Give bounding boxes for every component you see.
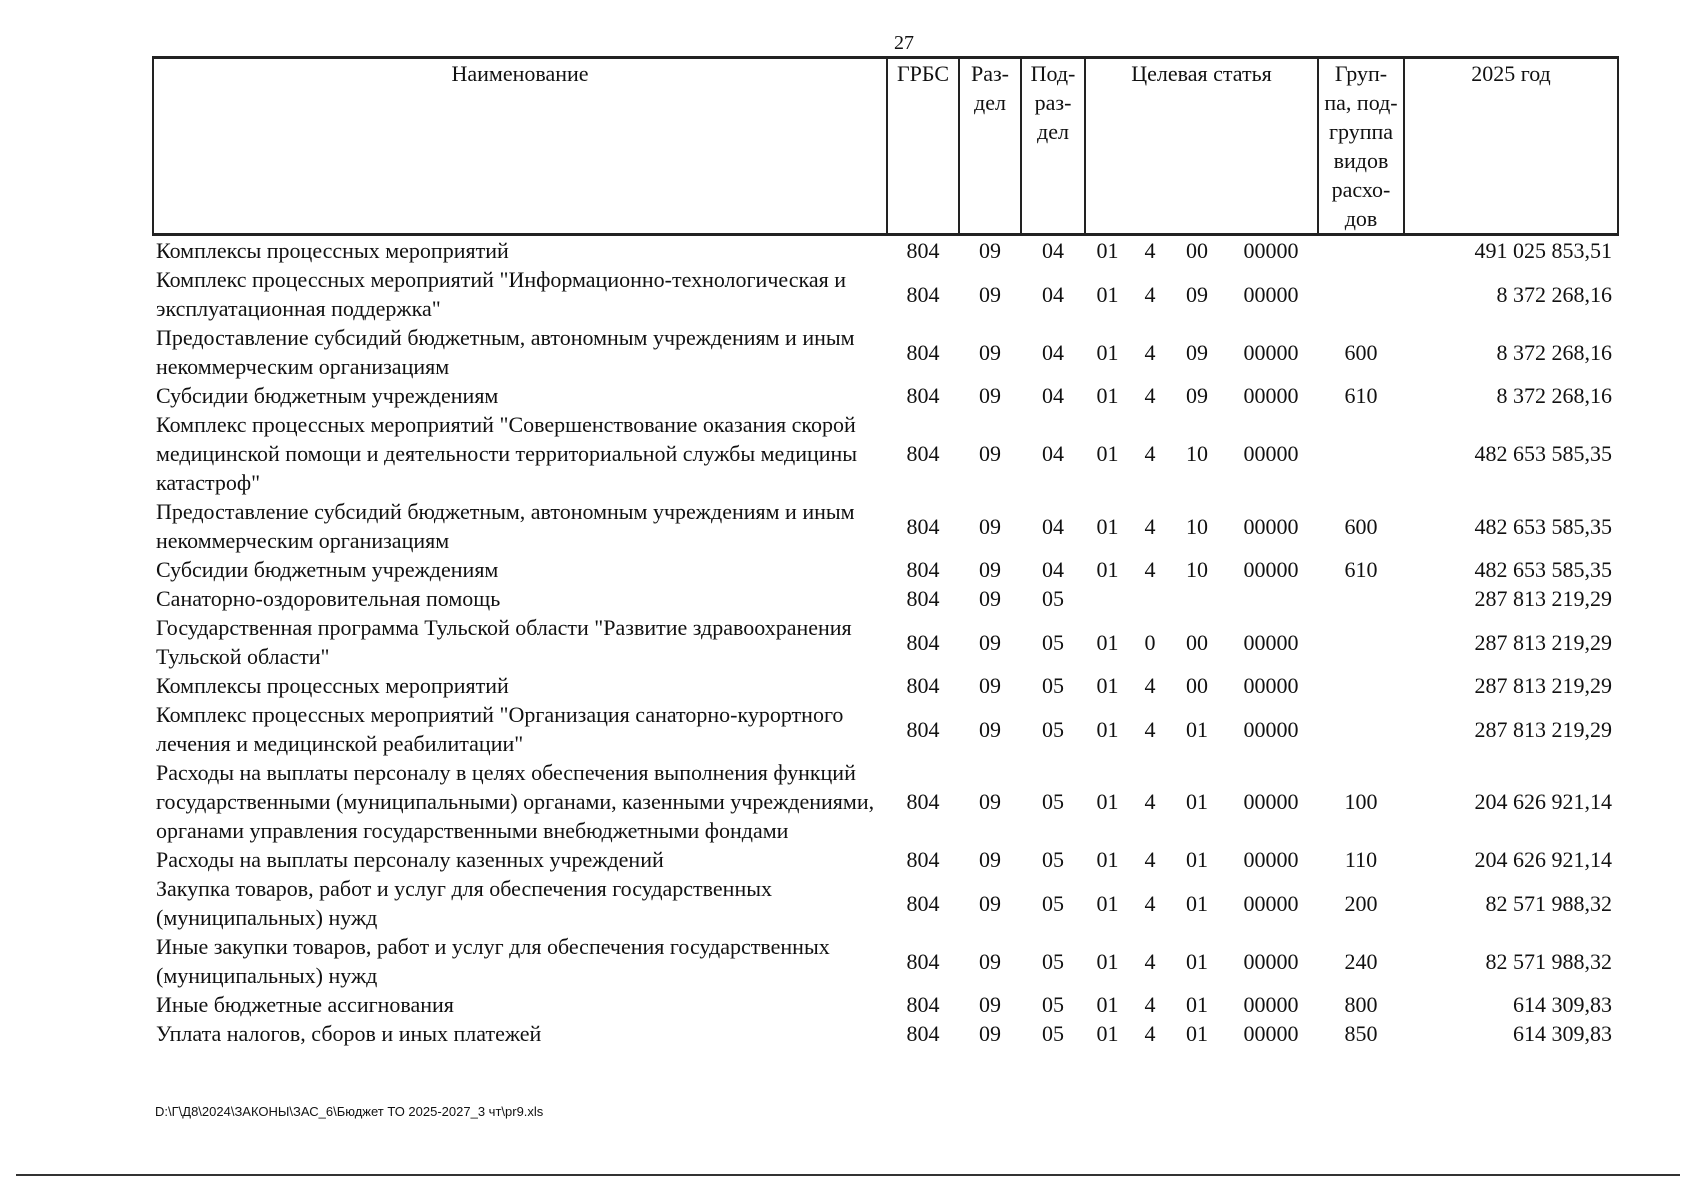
cell-target-program: 01 [1096,557,1119,582]
cell-podrazdel: 05 [1042,1021,1064,1046]
cell-podrazdel: 05 [1042,716,1064,742]
col-header-razdel: Раз- дел [959,58,1021,235]
cell-target-subprogram: 00 [1186,673,1208,698]
cell-grbs: 804 [906,238,940,263]
table-row [153,700,1618,758]
cell-expense-group [1318,265,1404,323]
cell-razdel: 09 [979,948,1001,974]
footer-file-path: D:\Г\Д8\2024\ЗАКОНЫ\ЗАС_6\Бюджет ТО 2025-2027_3 чт\pr9.xls [155,1104,544,1119]
cell-podrazdel: 04 [1042,557,1064,582]
cell-expense-group [1318,700,1404,758]
cell-target-direction: 00000 [1243,789,1299,814]
cell-target-program: 01 [1096,1021,1119,1046]
table-row [153,671,1618,700]
cell-target-program: 01 [1096,441,1119,466]
cell-target-direction: 00000 [1243,557,1299,582]
table-row [153,1019,1618,1048]
cell-target-type: 0 [1144,629,1156,655]
cell-target-direction: 00000 [1243,673,1299,698]
cell-amount-2025: 287 813 219,29 [1474,716,1612,742]
cell-target-type: 4 [1144,673,1156,698]
cell-target-type: 4 [1144,281,1156,307]
table-row [153,613,1618,671]
cell-target-program: 01 [1096,847,1119,872]
col-header-name: Наименование [153,58,887,235]
cell-podrazdel: 04 [1042,281,1064,307]
cell-grbs: 804 [906,948,940,974]
table-row [153,874,1618,932]
cell-target-program: 01 [1096,673,1119,698]
cell-target-type: 4 [1144,513,1156,539]
cell-target-program: 01 [1096,281,1119,307]
table-row [153,323,1618,381]
cell-name: Иные закупки товаров, работ и услуг для обеспечения государственных (муниципальных) нужд [156,934,830,988]
cell-target-direction: 00000 [1243,339,1299,365]
cell-podrazdel: 05 [1042,890,1064,916]
cell-razdel: 09 [979,238,1001,263]
cell-target-type: 4 [1144,847,1156,872]
cell-expense-group: 610 [1344,557,1378,582]
table-row [153,410,1618,497]
cell-razdel: 09 [979,716,1001,742]
cell-target-subprogram: 01 [1186,789,1208,814]
col-header-year: 2025 год [1404,58,1618,235]
cell-name: Комплексы процессных мероприятий [156,673,509,698]
cell-expense-group [1318,235,1404,266]
cell-grbs: 804 [906,1021,940,1046]
cell-target-type: 4 [1144,383,1156,408]
cell-podrazdel: 04 [1042,513,1064,539]
cell-grbs: 804 [906,557,940,582]
cell-razdel: 09 [979,1021,1001,1046]
cell-amount-2025: 8 372 268,16 [1496,339,1612,365]
cell-target-program: 01 [1096,948,1119,974]
cell-razdel: 09 [979,629,1001,655]
cell-name: Комплекс процессных мероприятий "Совершенствование оказания скорой медицинской помощи и деятельности территориальной службы медицины катастроф" [156,412,858,495]
cell-target-subprogram: 09 [1186,339,1208,365]
cell-grbs: 804 [906,586,940,611]
cell-target-program: 01 [1096,513,1119,539]
cell-expense-group: 800 [1344,992,1378,1017]
cell-name: Санаторно-оздоровительная помощь [156,586,501,611]
cell-expense-group: 110 [1344,847,1378,872]
cell-target-subprogram: 01 [1186,1021,1208,1046]
cell-grbs: 804 [906,441,940,466]
table-row [153,555,1618,584]
cell-target-subprogram: 01 [1186,890,1208,916]
cell-razdel: 09 [979,513,1001,539]
cell-razdel: 09 [979,673,1001,698]
table-row [153,381,1618,410]
cell-target-type: 4 [1144,716,1156,742]
cell-target-subprogram: 01 [1186,992,1208,1017]
cell-name: Комплексы процессных мероприятий [156,238,509,263]
cell-target-program: 01 [1096,992,1119,1017]
cell-name: Расходы на выплаты персоналу казенных учреждений [156,847,664,872]
cell-razdel: 09 [979,586,1001,611]
cell-grbs: 804 [906,716,940,742]
cell-target-program: 01 [1096,238,1119,263]
cell-amount-2025: 287 813 219,29 [1474,586,1612,611]
cell-target-type: 4 [1144,339,1156,365]
cell-target-direction: 00000 [1243,513,1299,539]
cell-razdel: 09 [979,339,1001,365]
cell-grbs: 804 [906,281,940,307]
cell-target-subprogram: 10 [1186,513,1208,539]
cell-target-program: 01 [1096,629,1119,655]
cell-expense-group: 200 [1344,890,1378,916]
cell-razdel: 09 [979,383,1001,408]
cell-target-program: 01 [1096,789,1119,814]
cell-name: Уплата налогов, сборов и иных платежей [156,1021,542,1046]
cell-target-direction [1224,584,1318,613]
col-header-podrazdel: Под- раз- дел [1021,58,1085,235]
cell-amount-2025: 204 626 921,14 [1474,789,1612,814]
cell-razdel: 09 [979,890,1001,916]
cell-target-program: 01 [1096,890,1119,916]
cell-grbs: 804 [906,789,940,814]
cell-amount-2025: 287 813 219,29 [1474,673,1612,698]
cell-expense-group [1318,410,1404,497]
cell-grbs: 804 [906,992,940,1017]
table-row [153,235,1618,266]
cell-target-direction: 00000 [1243,992,1299,1017]
col-header-grbs: ГРБС [887,58,959,235]
cell-grbs: 804 [906,847,940,872]
cell-target-subprogram: 01 [1186,716,1208,742]
cell-target-type: 4 [1144,557,1156,582]
cell-amount-2025: 82 571 988,32 [1485,948,1612,974]
budget-table [152,56,1619,1048]
page-number: 27 [894,32,914,54]
cell-target-subprogram: 01 [1186,847,1208,872]
cell-podrazdel: 05 [1042,629,1064,655]
cell-target-program: 01 [1096,716,1119,742]
cell-target-subprogram [1170,584,1224,613]
cell-amount-2025: 614 309,83 [1513,992,1612,1017]
cell-razdel: 09 [979,557,1001,582]
cell-expense-group [1318,671,1404,700]
cell-target-direction: 00000 [1243,1021,1299,1046]
table-row [153,758,1618,845]
cell-name: Государственная программа Тульской области "Развитие здравоохранения Тульской области" [156,615,852,669]
cell-target-direction: 00000 [1243,948,1299,974]
cell-razdel: 09 [979,441,1001,466]
cell-expense-group: 850 [1344,1021,1378,1046]
cell-target-type: 4 [1144,441,1156,466]
cell-podrazdel: 05 [1042,992,1064,1017]
cell-target-direction: 00000 [1243,441,1299,466]
cell-target-direction: 00000 [1243,847,1299,872]
cell-name: Расходы на выплаты персоналу в целях обеспечения выполнения функций государственными (муниципальными) органами, казенными учреждениями, органами управления государственными внебюджетными фондами [156,760,875,843]
cell-grbs: 804 [906,629,940,655]
cell-name: Комплекс процессных мероприятий "Информационно-технологическая и эксплуатационная поддержка" [156,267,846,321]
cell-amount-2025: 482 653 585,35 [1474,513,1612,539]
cell-razdel: 09 [979,789,1001,814]
cell-target-subprogram: 09 [1186,383,1208,408]
cell-expense-group [1318,584,1404,613]
cell-podrazdel: 04 [1042,238,1064,263]
cell-amount-2025: 482 653 585,35 [1474,557,1612,582]
cell-target-subprogram: 01 [1186,948,1208,974]
cell-amount-2025: 82 571 988,32 [1485,890,1612,916]
cell-podrazdel: 05 [1042,789,1064,814]
cell-name: Закупка товаров, работ и услуг для обеспечения государственных (муниципальных) нужд [156,876,773,930]
cell-razdel: 09 [979,281,1001,307]
cell-target-direction: 00000 [1243,716,1299,742]
cell-target-subprogram: 00 [1186,629,1208,655]
cell-target-subprogram: 00 [1186,238,1208,263]
cell-grbs: 804 [906,513,940,539]
cell-podrazdel: 04 [1042,339,1064,365]
cell-target-program: 01 [1096,383,1119,408]
cell-name: Субсидии бюджетным учреждениям [156,557,499,582]
cell-amount-2025: 287 813 219,29 [1474,629,1612,655]
cell-target-program [1085,584,1130,613]
cell-expense-group: 600 [1344,513,1378,539]
cell-name: Иные бюджетные ассигнования [156,992,454,1017]
col-header-target: Целевая статья [1085,58,1318,235]
cell-amount-2025: 8 372 268,16 [1496,281,1612,307]
cell-expense-group [1318,613,1404,671]
cell-podrazdel: 05 [1042,586,1064,611]
cell-podrazdel: 05 [1042,673,1064,698]
cell-target-type: 4 [1144,992,1156,1017]
cell-amount-2025: 482 653 585,35 [1474,441,1612,466]
cell-name: Комплекс процессных мероприятий "Организация санаторно-курортного лечения и медицинской реабилитации" [156,702,844,756]
table-row [153,265,1618,323]
cell-target-type: 4 [1144,789,1156,814]
table-row [153,845,1618,874]
bottom-divider [16,1174,1680,1176]
cell-target-direction: 00000 [1243,383,1299,408]
cell-name: Предоставление субсидий бюджетным, автономным учреждениям и иным некоммерческим организациям [156,325,855,379]
cell-target-direction: 00000 [1243,238,1299,263]
table-row [153,584,1618,613]
cell-name: Субсидии бюджетным учреждениям [156,383,499,408]
cell-grbs: 804 [906,339,940,365]
cell-target-subprogram: 10 [1186,441,1208,466]
cell-target-program: 01 [1096,339,1119,365]
cell-expense-group: 600 [1344,339,1378,365]
cell-target-direction: 00000 [1243,890,1299,916]
cell-podrazdel: 05 [1042,948,1064,974]
cell-target-type: 4 [1144,238,1156,263]
cell-grbs: 804 [906,383,940,408]
cell-grbs: 804 [906,673,940,698]
col-header-group: Груп- па, под- группа видов расхо- дов [1318,58,1404,235]
cell-amount-2025: 491 025 853,51 [1474,238,1612,263]
cell-expense-group: 610 [1344,383,1378,408]
cell-target-type [1130,584,1170,613]
table-row [153,932,1618,990]
cell-target-direction: 00000 [1243,281,1299,307]
cell-amount-2025: 614 309,83 [1513,1021,1612,1046]
table-row [153,497,1618,555]
cell-target-direction: 00000 [1243,629,1299,655]
cell-target-subprogram: 10 [1186,557,1208,582]
cell-podrazdel: 05 [1042,847,1064,872]
cell-name: Предоставление субсидий бюджетным, автономным учреждениям и иным некоммерческим организациям [156,499,855,553]
cell-grbs: 804 [906,890,940,916]
table-body [153,235,1618,1049]
cell-target-subprogram: 09 [1186,281,1208,307]
cell-amount-2025: 8 372 268,16 [1496,383,1612,408]
cell-expense-group: 100 [1344,789,1378,814]
table-header [153,58,1618,235]
cell-target-type: 4 [1144,890,1156,916]
cell-target-type: 4 [1144,1021,1156,1046]
cell-amount-2025: 204 626 921,14 [1474,847,1612,872]
cell-razdel: 09 [979,992,1001,1017]
cell-target-type: 4 [1144,948,1156,974]
cell-expense-group: 240 [1344,948,1378,974]
cell-podrazdel: 04 [1042,441,1064,466]
cell-podrazdel: 04 [1042,383,1064,408]
table-row [153,990,1618,1019]
cell-razdel: 09 [979,847,1001,872]
